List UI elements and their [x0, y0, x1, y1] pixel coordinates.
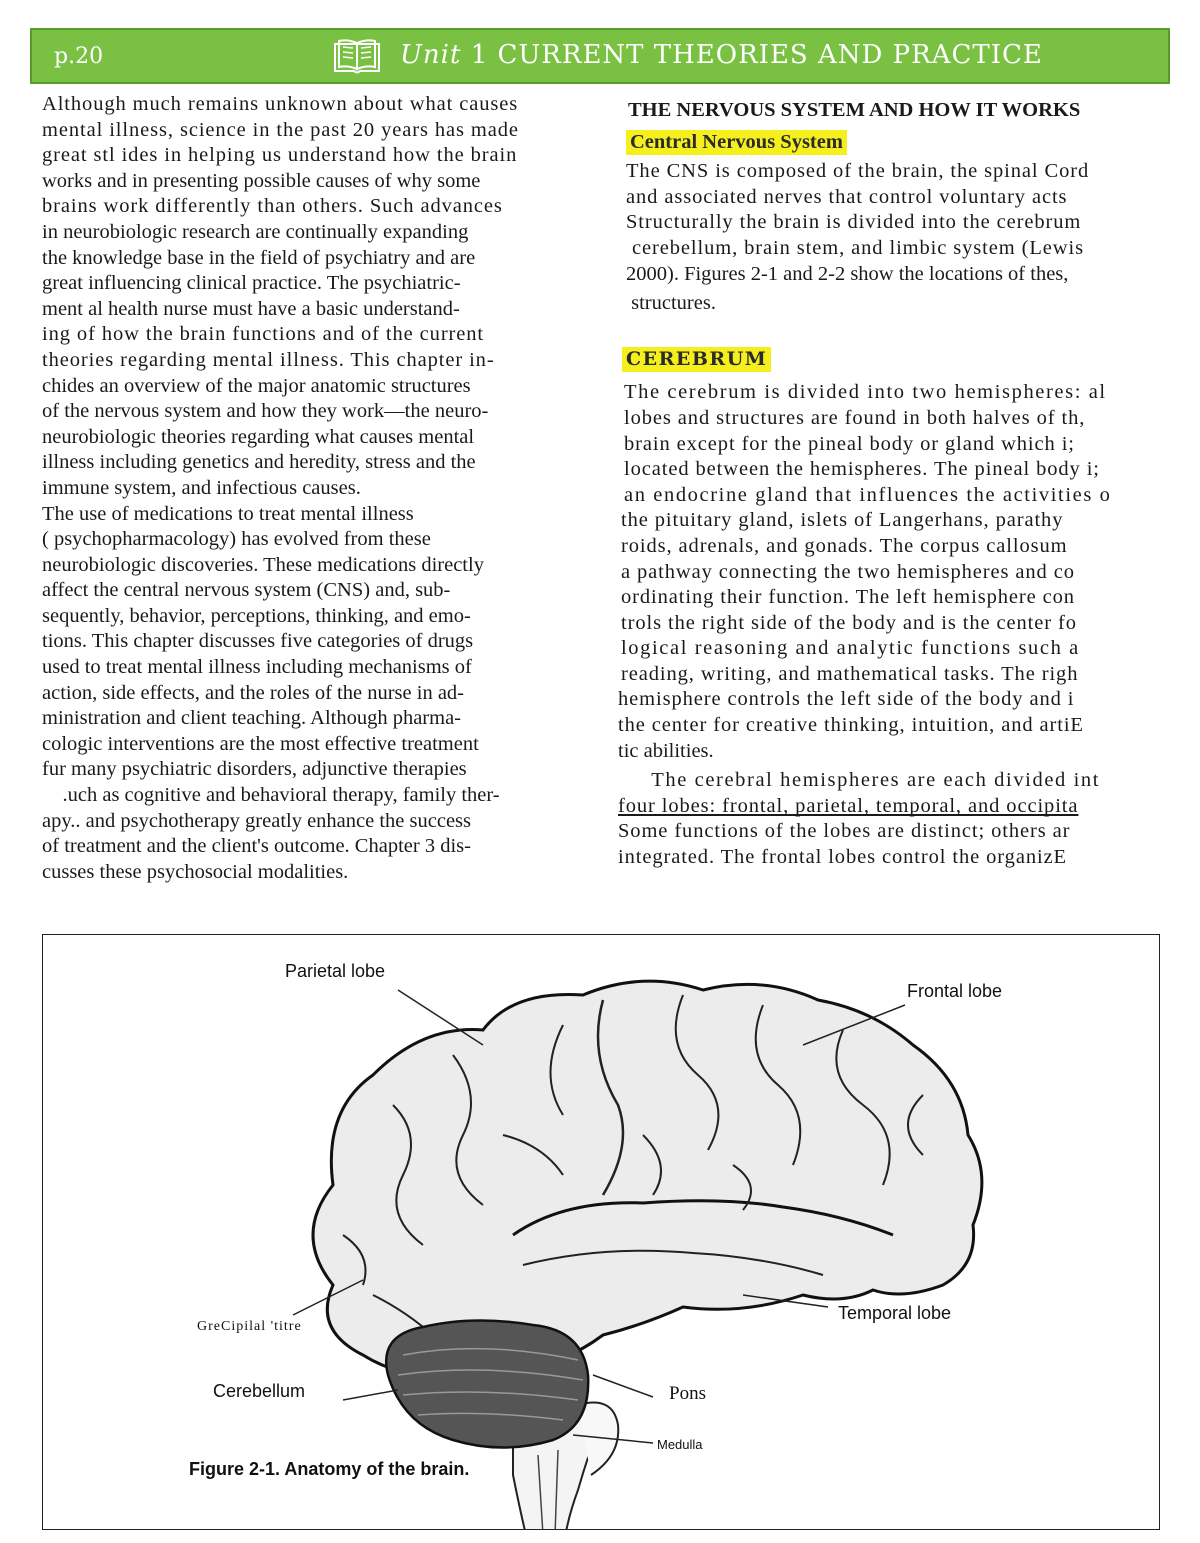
body-line: cusses these psychosocial modalities.	[42, 860, 349, 883]
label-frontal-lobe: Frontal lobe	[907, 981, 1003, 1001]
body-line: Some functions of the lobes are distinct; others ar	[618, 820, 1071, 843]
body-line: the center for creative thinking, intuition, and artiE	[618, 714, 1084, 737]
body-line: of treatment and the client's outcome. Chapter 3 dis-	[42, 835, 471, 858]
body-line: reading, writing, and mathematical tasks. The righ	[621, 662, 1079, 685]
body-line: cologic interventions are the most effective treatment	[42, 732, 479, 755]
figure-caption: Figure 2-1. Anatomy of the brain.	[189, 1459, 470, 1479]
left-text-column	[42, 92, 587, 885]
body-line: brain except for the pineal body or gland which i;	[624, 432, 1075, 455]
pons-leader-line	[593, 1375, 653, 1397]
body-line: great influencing clinical practice. The psychiatric-	[42, 272, 461, 295]
body-line: in neurobiologic research are continually expanding	[42, 220, 469, 243]
brain-figure	[42, 934, 1160, 1530]
body-line: The use of medications to treat mental illness	[42, 502, 414, 525]
section-heading-nervous-system: THE NERVOUS SYSTEM AND HOW IT WORKS	[628, 99, 1081, 121]
body-line: Structurally the brain is divided into the cerebrum	[626, 211, 1082, 234]
body-line: used to treat mental illness including mechanisms of	[42, 656, 472, 679]
body-line: neurobiologic theories regarding what causes mental	[42, 425, 475, 448]
body-line: tic abilities.	[618, 739, 714, 762]
body-line: ment al health nurse must have a basic understand-	[42, 297, 460, 320]
body-line: located between the hemispheres. The pineal body i;	[624, 458, 1100, 481]
body-line: affect the central nervous system (CNS) and, sub-	[42, 579, 451, 602]
unit-word: Unit	[400, 40, 462, 70]
cerebellum-leader-line	[343, 1390, 398, 1400]
body-line: neurobiologic discoveries. These medications directly	[42, 553, 484, 576]
body-line: mental illness, science in the past 20 years has made	[42, 118, 519, 141]
subheading-cerebrum: CEREBRUM	[622, 347, 771, 372]
body-line: illness including genetics and heredity, stress and the	[42, 451, 476, 474]
unit-title-text: 1 CURRENT THEORIES AND PRACTICE	[470, 40, 1043, 70]
body-line: .uch as cognitive and behavioral therapy, family ther-	[42, 784, 500, 807]
body-line: ing of how the brain functions and of the current	[42, 323, 485, 346]
body-line: a pathway connecting the two hemispheres and co	[621, 560, 1075, 583]
body-line: lobes and structures are found in both halves of th,	[624, 406, 1086, 429]
body-line: The cerebrum is divided into two hemispheres: al	[624, 381, 1107, 404]
body-line: structures.	[626, 292, 716, 315]
body-line: chides an overview of the major anatomic structures	[42, 374, 471, 397]
label-cerebellum: Cerebellum	[213, 1381, 306, 1401]
body-line: apy.. and psychotherapy greatly enhance the success	[42, 809, 471, 832]
label-temporal-lobe: Temporal lobe	[838, 1303, 952, 1323]
body-line: tions. This chapter discusses five categories of drugs	[42, 630, 474, 653]
body-line: integrated. The frontal lobes control the organizE	[618, 846, 1067, 869]
body-line: theories regarding mental illness. This chapter in-	[42, 348, 495, 371]
body-line: ( psychopharmacology) has evolved from these	[42, 528, 431, 551]
body-line: The cerebral hemispheres are each divided int	[618, 769, 1101, 792]
label-parietal-lobe: Parietal lobe	[285, 961, 386, 981]
body-line: 2000). Figures 2-1 and 2-2 show the locations of thes,	[626, 262, 1069, 285]
body-line: ministration and client teaching. Although pharma-	[42, 707, 462, 730]
body-line: brains work differently than others. Such advances	[42, 195, 503, 218]
body-line: roids, adrenals, and gonads. The corpus callosum	[621, 534, 1068, 557]
right-text-column	[618, 92, 1163, 871]
unit-header-bar	[30, 28, 1170, 84]
label-occipital-lobe: GreCipilal 'titre	[197, 1319, 302, 1334]
body-line: sequently, behavior, perceptions, thinking, and emo-	[42, 604, 471, 627]
body-line: of the nervous system and how they work—the neuro-	[42, 400, 489, 423]
body-line: and associated nerves that control voluntary acts	[626, 185, 1068, 208]
body-line: immune system, and infectious causes.	[42, 476, 361, 499]
body-line: works and in presenting possible causes of why some	[42, 169, 481, 192]
body-line: logical reasoning and analytic functions such a	[621, 637, 1080, 660]
body-line: fur many psychiatric disorders, adjunctive therapies	[42, 758, 467, 781]
body-line: the knowledge base in the field of psychiatry and are	[42, 246, 476, 269]
body-line: the pituitary gland, islets of Langerhans, parathy	[621, 509, 1064, 532]
book-icon	[332, 38, 382, 76]
body-line: an endocrine gland that influences the activities o	[624, 483, 1112, 506]
label-pons: Pons	[669, 1383, 706, 1404]
brain-illustration	[43, 935, 1159, 1529]
page-number: p.20	[54, 44, 104, 69]
subheading-cns: Central Nervous System	[626, 130, 847, 155]
label-medulla: Medulla	[657, 1437, 703, 1452]
body-line: cerebellum, brain stem, and limbic system (Lewis	[626, 236, 1084, 259]
body-line: trols the right side of the body and is the center fo	[621, 611, 1077, 634]
body-line: great stl ides in helping us understand how the brain	[42, 144, 518, 167]
body-line: The CNS is composed of the brain, the spinal Cord	[626, 160, 1090, 183]
body-line: hemisphere controls the left side of the body and i	[618, 688, 1075, 711]
unit-title	[400, 40, 1043, 70]
body-line: Although much remains unknown about what causes	[42, 93, 519, 115]
body-line: ordinating their function. The left hemisphere con	[621, 586, 1075, 609]
body-line: four lobes: frontal, parietal, temporal, and occipita	[618, 794, 1079, 817]
body-line: action, side effects, and the roles of the nurse in ad-	[42, 681, 465, 704]
